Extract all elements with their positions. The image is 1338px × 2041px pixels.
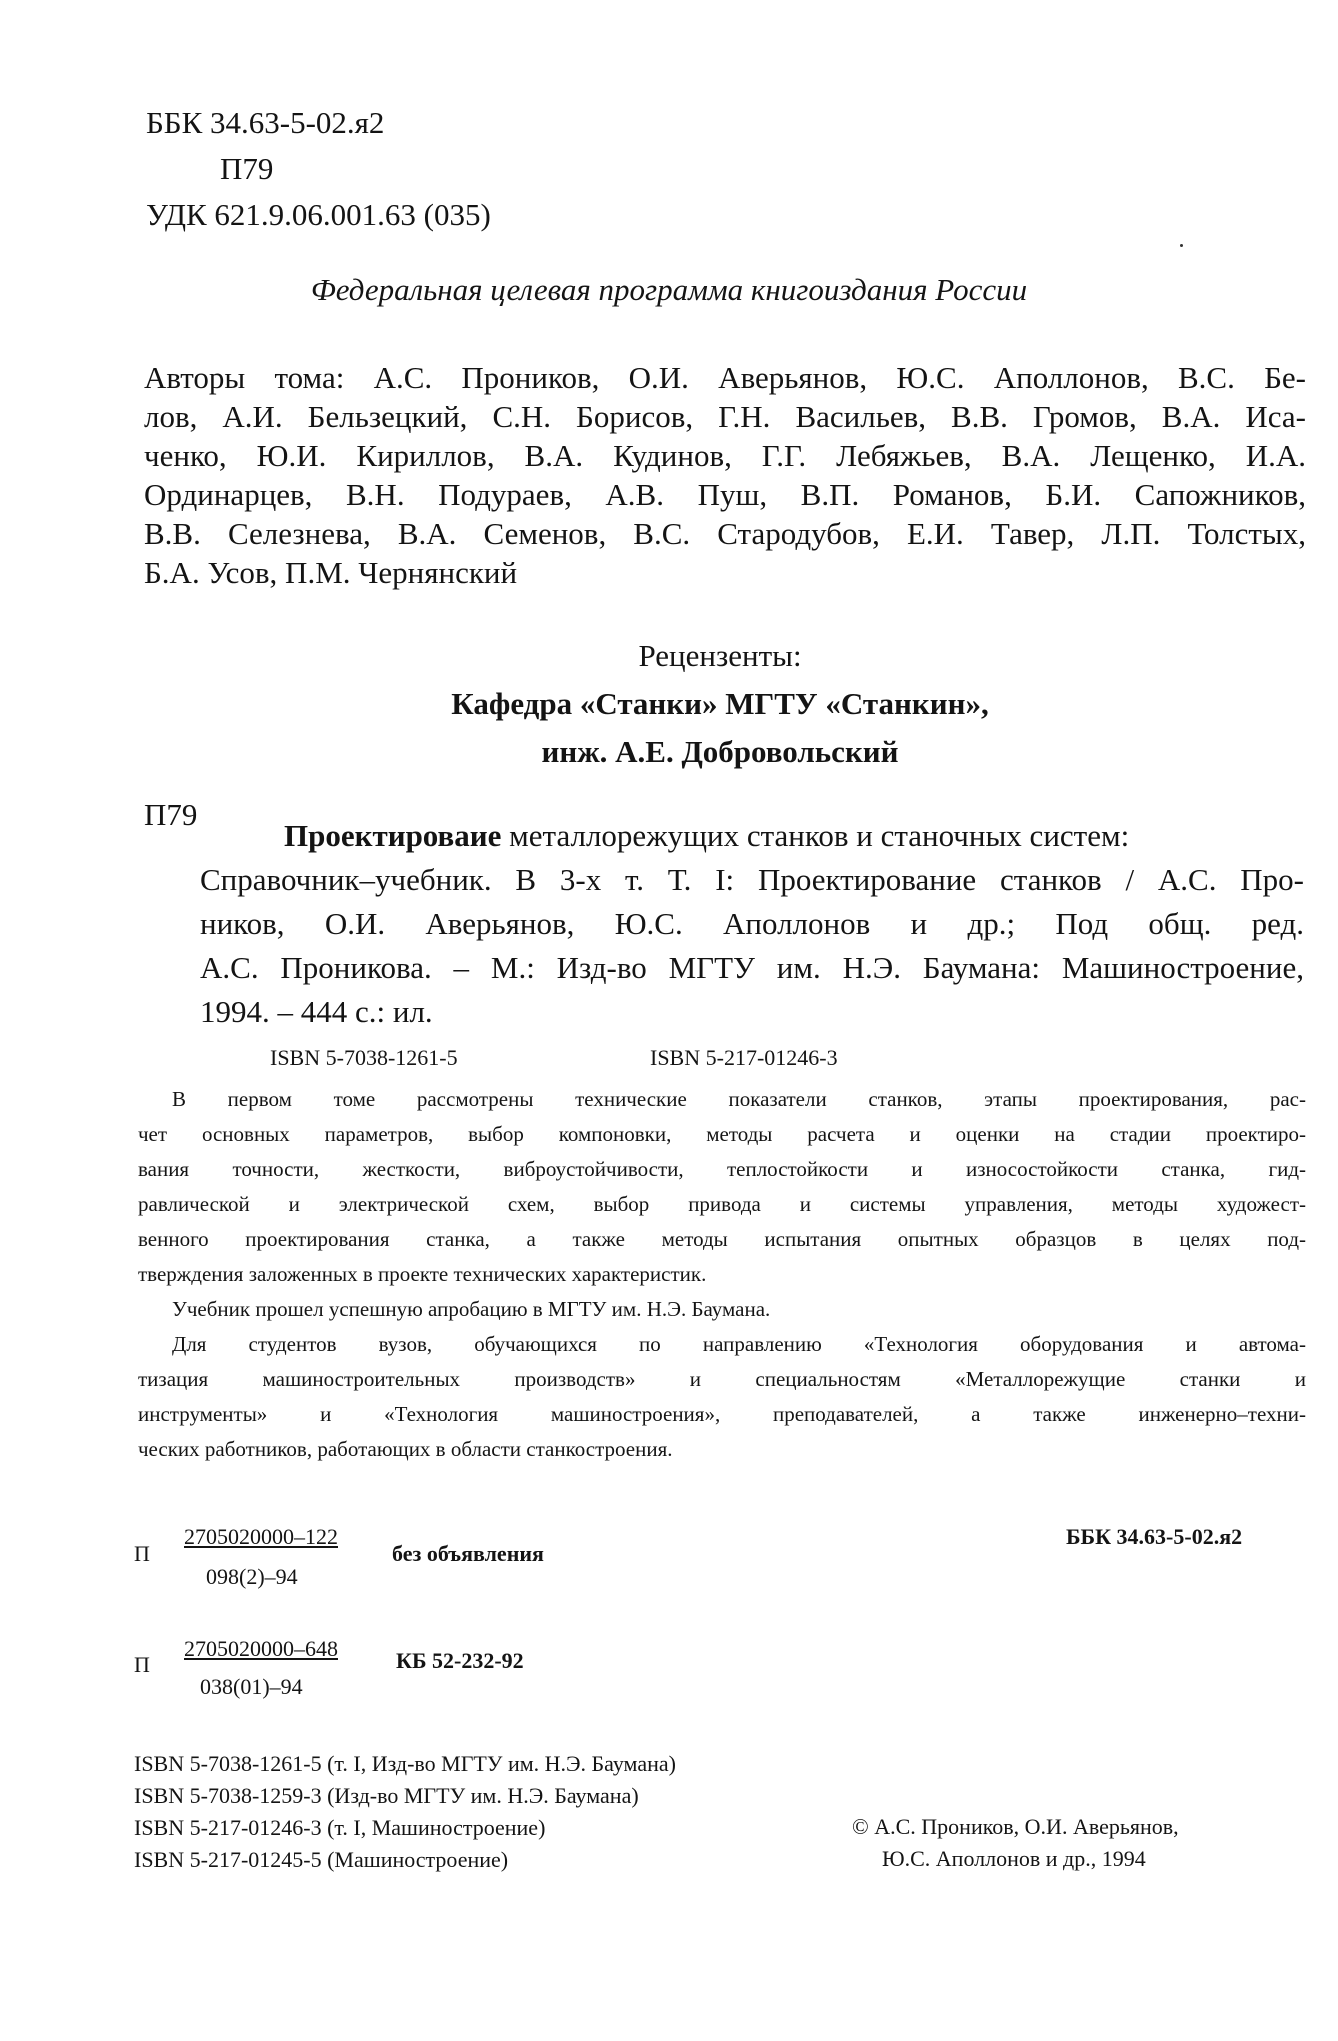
formula2-denominator: 038(01)–94 — [200, 1674, 303, 1699]
formula1-note: без объявления — [392, 1541, 544, 1566]
isbn-entry: ISBN 5-7038-1259-3 (Изд-во МГТУ им. Н.Э. Баумана) — [134, 1783, 639, 1808]
abstract-block — [138, 1082, 1306, 1467]
authors-line: ченко, Ю.И. Кириллов, В.А. Кудинов, Г.Г. Лебяжьев, В.А. Лещенко, И.А. — [144, 438, 1306, 473]
audience-line: Для студентов вузов, обучающихся по направлению «Технология оборудования и автома- — [172, 1332, 1306, 1356]
abstract-line: вания точности, жесткости, виброустойчивости, теплостойкости и износостойкости станка, гид- — [138, 1157, 1306, 1181]
bbk-code: ББК 34.63-5-02.я2 — [146, 105, 385, 140]
authors-line: лов, А.И. Бельзецкий, С.Н. Борисов, Г.Н. Васильев, В.В. Громов, В.А. Иса- — [144, 399, 1306, 434]
bibliography-index: П79 — [144, 797, 198, 832]
authors-line: Ординарцев, В.Н. Подураев, А.В. Пуш, В.П. Романов, Б.И. Сапожников, — [144, 477, 1306, 512]
reviewers-heading: Рецензенты: — [638, 638, 802, 673]
abstract-line: тверждения заложенных в проекте технических характеристик. — [138, 1262, 707, 1286]
copyright-block — [852, 1811, 1179, 1875]
copyright-line: Ю.С. Аполлонов и др., 1994 — [882, 1846, 1146, 1871]
authors-line: Авторы тома: А.С. Проников, О.И. Аверьянов, Ю.С. Аполлонов, В.С. Бе- — [144, 360, 1306, 395]
bibliography-record — [200, 814, 1304, 1034]
index-code: П79 — [220, 151, 274, 186]
formula2-numerator-text: 2705020000–648 — [184, 1636, 338, 1661]
abstract-line: чет основных параметров, выбор компоновки, методы расчета и оценки на стадии проектиро- — [138, 1122, 1306, 1146]
bibliography-line: А.С. Проникова. – М.: Изд-во МГТУ им. Н.Э. Баумана: Машиностроение, — [200, 950, 1304, 985]
book-title-bold: Проектироваие — [284, 818, 502, 853]
udk-code: УДК 621.9.06.001.63 (035) — [146, 197, 491, 232]
bibliography-line: 1994. – 444 с.: ил. — [200, 994, 433, 1029]
abstract-line: В первом томе рассмотрены технические показатели станков, этапы проектирования, рас- — [172, 1087, 1306, 1111]
isbn-first: ISBN 5-7038-1261-5 — [270, 1045, 458, 1070]
approval-line: Учебник прошел успешную апробацию в МГТУ им. Н.Э. Баумана. — [172, 1297, 771, 1321]
authors-block — [144, 358, 1306, 592]
abstract-line: венного проектирования станка, а также методы испытания опытных образцов в целях под- — [138, 1227, 1306, 1251]
authors-line: В.В. Селезнева, В.А. Семенов, В.С. Стародубов, Е.И. Тавер, Л.П. Толстых, — [144, 516, 1306, 551]
formula2-note: КБ 52-232-92 — [396, 1648, 524, 1673]
formula1-denominator: 098(2)–94 — [206, 1564, 298, 1589]
isbn-entry: ISBN 5-217-01246-3 (т. I, Машиностроение) — [134, 1815, 546, 1840]
formula1-numerator — [184, 1524, 338, 1550]
program-title: Федеральная целевая программа книгоиздания России — [310, 272, 1028, 307]
bbk-right: ББК 34.63-5-02.я2 — [1066, 1524, 1243, 1549]
reviewers-block — [370, 632, 1070, 776]
authors-line: Б.А. Усов, П.М. Чернянский — [144, 555, 518, 590]
formula2-numerator — [184, 1636, 338, 1662]
audience-line: ческих работников, работающих в области станкостроения. — [138, 1437, 673, 1461]
isbn-entry: ISBN 5-7038-1261-5 (т. I, Изд-во МГТУ им. Н.Э. Баумана) — [134, 1751, 676, 1776]
formula2-prefix: П — [134, 1652, 150, 1677]
isbn-second: ISBN 5-217-01246-3 — [650, 1045, 838, 1070]
formula1-prefix: П — [134, 1541, 150, 1566]
reviewers-engineer: инж. А.Е. Добровольский — [541, 734, 899, 769]
copyright-line: © А.С. Проников, О.И. Аверьянов, — [852, 1814, 1179, 1839]
bibliography-line: ников, О.И. Аверьянов, Ю.С. Аполлонов и др.; Под общ. ред. — [200, 906, 1304, 941]
isbn-list — [134, 1748, 676, 1876]
reviewers-department: Кафедра «Станки» МГТУ «Станкин», — [451, 686, 989, 721]
book-title-rest: металлорежущих станков и станочных систем: — [501, 818, 1130, 853]
formula1-numerator-text: 2705020000–122 — [184, 1524, 338, 1549]
bibliography-line: Справочник–учебник. В 3-х т. Т. I: Проектирование станков / А.С. Про- — [200, 862, 1304, 897]
print-speck — [1180, 244, 1183, 247]
classification-codes — [146, 100, 491, 238]
abstract-line: равлической и электрической схем, выбор привода и системы управления, методы художест- — [138, 1192, 1306, 1216]
isbn-entry: ISBN 5-217-01245-5 (Машиностроение) — [134, 1847, 509, 1872]
audience-line: тизация машиностроительных производств» и специальностям «Металлорежущие станки и — [138, 1367, 1306, 1391]
audience-line: инструменты» и «Технология машиностроения», преподавателей, а также инженерно–техни- — [138, 1402, 1306, 1426]
